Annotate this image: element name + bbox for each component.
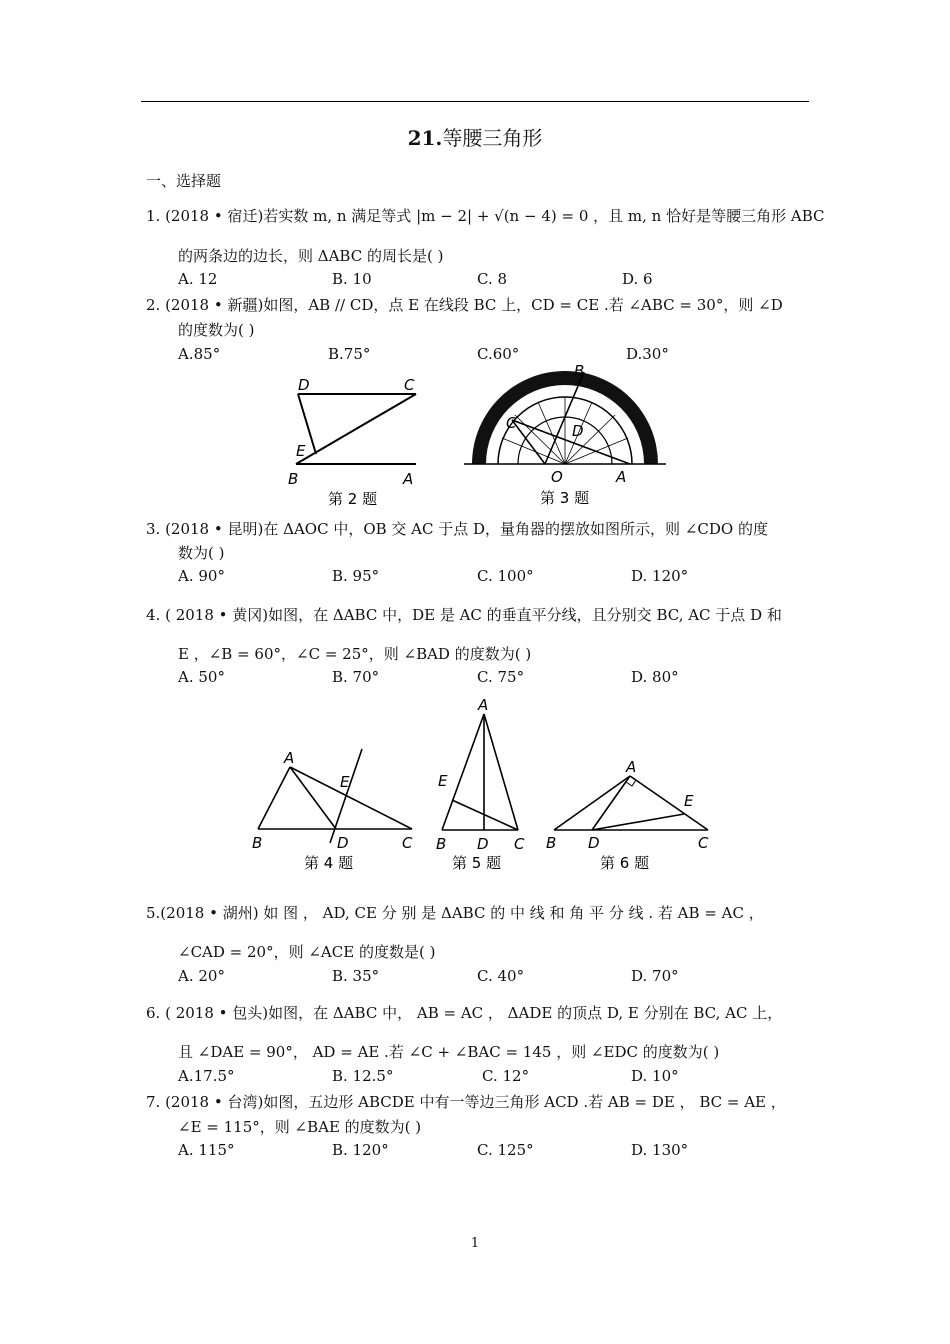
fig6-caption: 第 6 题: [600, 854, 650, 872]
title-number: 21.: [407, 126, 443, 150]
page-number: 1: [470, 1236, 480, 1251]
q2-option-d: D.30°: [626, 345, 669, 363]
fig6-label-e: E: [684, 792, 694, 810]
q6-line2: 且 ∠DAE = 90°， AD = AE .若 ∠C + ∠BAC = 145 ，则 ∠EDC 的度数为( ): [178, 1043, 720, 1061]
q7-option-c: C. 125°: [477, 1141, 534, 1159]
fig6-label-a: A: [626, 758, 637, 776]
figure-5: [430, 694, 540, 878]
q4-line2: E ，∠B = 60°，∠C = 25°，则 ∠BAD 的度数为( ): [178, 645, 532, 663]
fig3-label-d: D: [572, 422, 584, 440]
q4-option-d: D. 80°: [631, 668, 679, 686]
header-rule: [141, 101, 809, 102]
q1-line1: 1. (2018 • 宿迁)若实数 m, n 满足等式 |m − 2| + √(n − 4) = 0 ，且 m, n 恰好是等腰三角形 ABC: [146, 207, 825, 225]
page-title: [0, 122, 950, 151]
fig4-label-a: A: [284, 749, 295, 767]
q5-option-a: A. 20°: [178, 967, 225, 985]
q5-line2: ∠CAD = 20°，则 ∠ACE 的度数是( ): [178, 943, 436, 961]
q1-option-a: A. 12: [178, 270, 218, 288]
fig4-label-c: C: [402, 834, 413, 852]
fig5-caption: 第 5 题: [452, 854, 502, 872]
q2-option-c: C.60°: [477, 345, 520, 363]
q7-option-a: A. 115°: [178, 1141, 235, 1159]
q3-option-a: A. 90°: [178, 567, 225, 585]
q6-option-d: D. 10°: [631, 1067, 679, 1085]
fig3-label-b: B: [574, 362, 585, 380]
q3-line2: 数为( ): [178, 544, 225, 562]
fig2-label-e: E: [296, 442, 306, 460]
fig2-caption: 第 2 题: [328, 490, 378, 508]
q5-option-b: B. 35°: [332, 967, 380, 985]
fig2-label-d: D: [298, 376, 310, 394]
q3-option-b: B. 95°: [332, 567, 380, 585]
fig2-label-b: B: [288, 470, 299, 488]
figure-4: [246, 745, 426, 877]
q5-option-d: D. 70°: [631, 967, 679, 985]
q1-option-b: B. 10: [332, 270, 372, 288]
q3-line1: 3. (2018 • 昆明)在 ΔAOC 中，OB 交 AC 于点 D，量角器的摆放如图所示，则 ∠CDO 的度: [146, 520, 768, 538]
q7-option-d: D. 130°: [631, 1141, 689, 1159]
q5-option-c: C. 40°: [477, 967, 525, 985]
q6-option-b: B. 12.5°: [332, 1067, 394, 1085]
q3-option-c: C. 100°: [477, 567, 534, 585]
fig4-label-d: D: [337, 834, 349, 852]
fig4-label-e: E: [340, 773, 350, 791]
fig3-label-o: O: [551, 468, 563, 486]
q5-line1: 5.(2018 • 湖州) 如 图 ， AD, CE 分 别 是 ΔABC 的 中 线 和 角 平 分 线 . 若 AB = AC ，: [146, 904, 764, 922]
q2-option-b: B.75°: [328, 345, 371, 363]
q2-line1: 2. (2018 • 新疆)如图，AB // CD，点 E 在线段 BC 上，CD = CE .若 ∠ABC = 30°，则 ∠D: [146, 296, 783, 314]
q6-option-c: C. 12°: [482, 1067, 530, 1085]
fig6-label-d: D: [588, 834, 600, 852]
fig6-label-b: B: [546, 834, 557, 852]
figure-3-protractor: [460, 360, 670, 512]
q6-option-a: A.17.5°: [178, 1067, 235, 1085]
figure-2: [280, 362, 440, 512]
q4-option-c: C. 75°: [477, 668, 525, 686]
fig3-label-a: A: [616, 468, 627, 486]
title-text: 等腰三角形: [442, 126, 543, 150]
fig5-label-d: D: [477, 835, 489, 853]
q2-option-a: A.85°: [178, 345, 221, 363]
section-heading: 一、选择题: [146, 172, 222, 190]
fig5-label-e: E: [438, 772, 448, 790]
fig5-label-c: C: [514, 835, 525, 853]
fig4-label-b: B: [252, 834, 263, 852]
fig3-caption: 第 3 题: [540, 489, 590, 507]
fig2-label-c: C: [404, 376, 415, 394]
fig5-label-a: A: [478, 696, 489, 714]
q1-option-c: C. 8: [477, 270, 508, 288]
q1-option-d: D. 6: [622, 270, 653, 288]
q7-option-b: B. 120°: [332, 1141, 389, 1159]
q7-line1: 7. (2018 • 台湾)如图，五边形 ABCDE 中有一等边三角形 ACD .若 AB = DE ， BC = AE ，: [146, 1093, 786, 1111]
figure-6: [540, 754, 720, 878]
q4-option-a: A. 50°: [178, 668, 225, 686]
q1-line2: 的两条边的边长，则 ΔABC 的周长是( ): [178, 247, 444, 265]
fig2-label-a: A: [403, 470, 414, 488]
q3-option-d: D. 120°: [631, 567, 689, 585]
fig6-label-c: C: [698, 834, 709, 852]
q4-option-b: B. 70°: [332, 668, 380, 686]
fig5-label-b: B: [436, 835, 447, 853]
q7-line2: ∠E = 115°，则 ∠BAE 的度数为( ): [178, 1118, 422, 1136]
fig4-caption: 第 4 题: [304, 854, 354, 872]
q4-line1: 4. ( 2018 • 黄冈)如图，在 ΔABC 中，DE 是 AC 的垂直平分线，且分别交 BC, AC 于点 D 和: [146, 606, 782, 624]
q6-line1: 6. ( 2018 • 包头)如图，在 ΔABC 中， AB = AC ， ΔADE 的顶点 D, E 分别在 BC, AC 上，: [146, 1004, 783, 1022]
q2-line2: 的度数为( ): [178, 321, 255, 339]
fig3-label-c: C: [506, 414, 517, 432]
